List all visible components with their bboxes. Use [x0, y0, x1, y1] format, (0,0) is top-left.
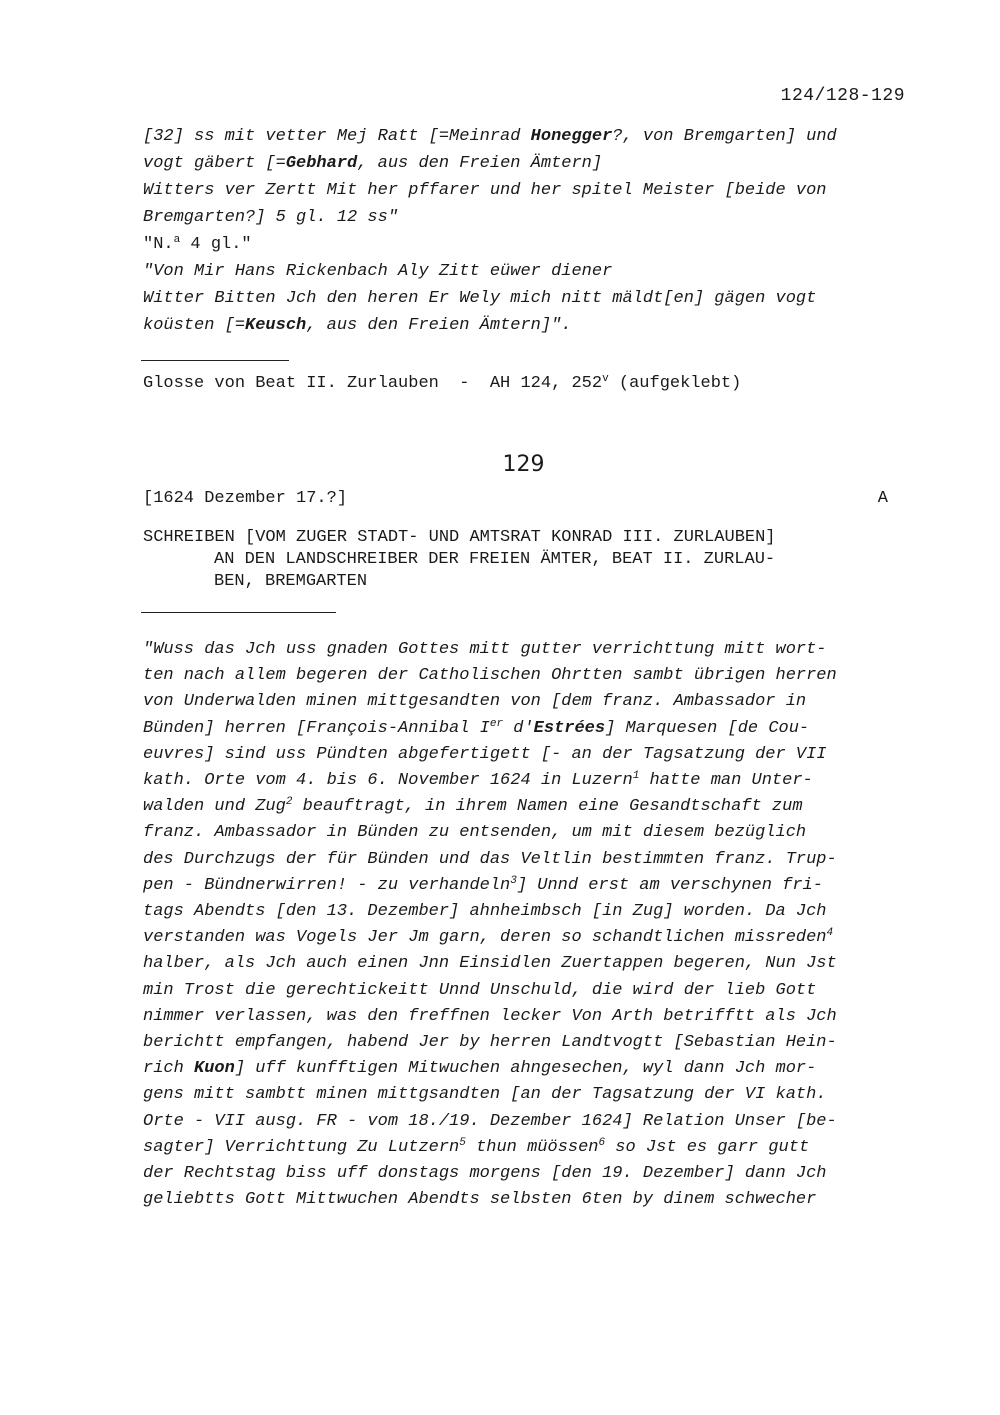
- title-line: BEN, BREMGARTEN: [214, 572, 368, 591]
- continuation-text: [143, 123, 903, 339]
- text-line: verstanden was Vogels Jer Jm garn, deren so schandtlichen missreden$^4$: [143, 927, 834, 948]
- text-line: gens mitt sambtt minen mittgsandten [an der Tagsatzung der VI kath.: [143, 1085, 827, 1105]
- text-line: "Wuss das Jch uss gnaden Gottes mitt gutter verrichttung mitt wort-: [143, 640, 827, 659]
- gloss-note: Glosse von Beat II. Zurlauben - AH 124, 252$^v$ (aufgeklebt): [143, 373, 742, 393]
- text-line: pen - Bündnerwirren! - zu verhandeln$^3$] Unnd erst am verschynen fri-: [143, 874, 823, 895]
- letter-body: [143, 637, 903, 1213]
- text-line: vogt gäbert [=Gebhard, aus den Freien Ämtern]: [143, 154, 603, 173]
- text-line: geliebtts Gott Mittwuchen Abendts selbsten 6ten by dinem schwecher: [143, 1190, 817, 1210]
- text-line: euvres] sind uss Pündten abgefertigett [- an der Tagsatzung der VII: [143, 744, 827, 764]
- text-line: der Rechtstag biss uff donstags morgens [den 19. Dezember] dann Jch: [143, 1164, 827, 1184]
- footnote-rule: [141, 360, 289, 361]
- text-line: Witter Bitten Jch den heren Er Wely mich nitt mäldt[en] gägen vogt: [143, 289, 817, 308]
- page-reference: 124/128-129: [780, 86, 905, 106]
- text-line: franz. Ambassador in Bünden zu entsenden, um mit diesem bezüglich: [143, 823, 807, 843]
- text-line: "Von Mir Hans Rickenbach Aly Zitt eüwer diener: [143, 262, 613, 281]
- text-line: rich Kuon] uff kunfftigen Mitwuchen ahngesechen, wyl dann Jch mor-: [143, 1059, 817, 1079]
- text-line: berichtt empfangen, habend Jer by herren Landtvogtt [Sebastian Hein-: [143, 1033, 837, 1053]
- text-line: "N.$^a$ 4 gl.": [143, 234, 252, 254]
- text-line: ten nach allem begeren der Catholischen Ohrtten sambt übrigen herren: [143, 666, 837, 686]
- document-title: [143, 527, 903, 593]
- text-line: sagter] Verrichttung Zu Lutzern$^5$ thun müössen$^6$ so Jst es garr gutt: [143, 1136, 810, 1157]
- title-rule: [141, 612, 336, 613]
- text-line: min Trost die gerechtickeitt Unnd Unschuld, die wird der lieb Gott: [143, 980, 817, 1000]
- text-line: Bremgarten?] 5 gl. 12 ss": [143, 208, 399, 227]
- text-line: Bünden] herren [François-Annibal Ier d'Estrées] Marquesen [de Cou-: [143, 717, 810, 738]
- text-line: des Durchzugs der für Bünden und das Veltlin bestimmten franz. Trup-: [143, 849, 837, 869]
- text-line: Witters ver Zertt Mit her pffarer und her spitel Meister [beide von: [143, 181, 827, 200]
- text-line: halber, als Jch auch einen Jnn Einsidlen Zuertappen begeren, Nun Jst: [143, 954, 837, 974]
- text-line: koüsten [=Keusch, aus den Freien Ämtern]".: [143, 316, 572, 335]
- text-line: [32] ss mit vetter Mej Ratt [=Meinrad Honegger?, von Bremgarten] und: [143, 127, 837, 146]
- text-line: von Underwalden minen mittgesandten von [dem franz. Ambassador in: [143, 692, 807, 712]
- date-line: [143, 489, 888, 508]
- text-line: Orte - VII ausg. FR - vom 18./19. Dezember 1624] Relation Unser [be-: [143, 1111, 837, 1131]
- text-line: tags Abendts [den 13. Dezember] ahnheimbsch [in Zug] worden. Da Jch: [143, 902, 827, 922]
- date-text: [1624 Dezember 17.?]: [143, 489, 348, 508]
- date-mark: A: [877, 489, 888, 508]
- text-line: nimmer verlassen, was den freffnen lecker Von Arth betrifftt als Jch: [143, 1006, 837, 1026]
- document-number: 129: [502, 452, 545, 477]
- title-line: SCHREIBEN [VOM ZUGER STADT- UND AMTSRAT KONRAD III. ZURLAUBEN]: [143, 528, 776, 547]
- text-line: walden und Zug$^2$ beauftragt, in ihrem Namen eine Gesandtschaft zum: [143, 796, 803, 817]
- title-line: AN DEN LANDSCHREIBER DER FREIEN ÄMTER, BEAT II. ZURLAU-: [214, 550, 776, 569]
- text-line: kath. Orte vom 4. bis 6. November 1624 in Luzern$^1$ hatte man Unter-: [143, 770, 813, 791]
